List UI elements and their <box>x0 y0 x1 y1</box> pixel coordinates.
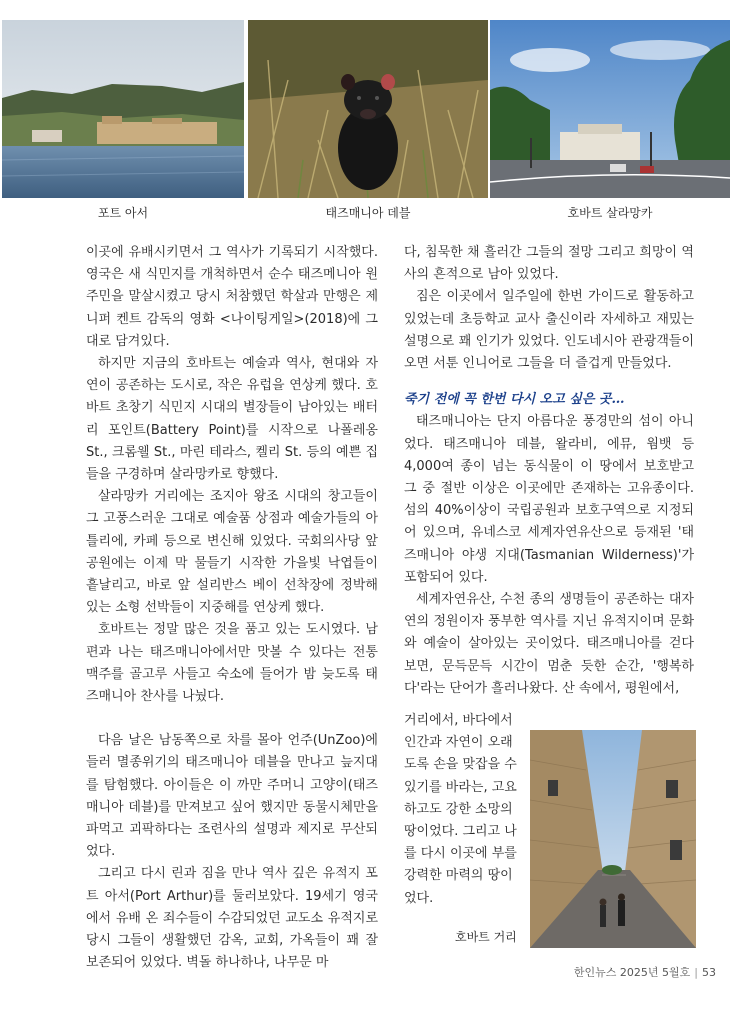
text-line: 인간과 자연이 오래 <box>404 735 513 751</box>
wrap-text <box>404 710 524 910</box>
text-line: 하고도 강한 소망의 <box>404 801 513 817</box>
paragraph: 세계자연유산, 수천 종의 생명들이 공존하는 대자연의 정원이자 풍부한 역사를 지닌 유적지이며 문화와 예술이 살아있는 곳이었다. 태즈매니아를 걷다 보면, 문득문득 시간이 멈춘 듯한 순간, '행복하다'라는 단어가 흘러나왔다. 산 속에서, 평원에서, <box>404 592 694 696</box>
port-arthur-photo <box>2 20 244 198</box>
photo-caption-port-arthur: 포트 아서 <box>97 206 149 220</box>
street-photo-caption: 호바트 거리 <box>455 930 517 944</box>
salamanca-photo <box>490 20 730 198</box>
text-line: 거리에서, 바다에서 <box>404 713 513 728</box>
publication-name: 한인뉴스 2025년 5월호 <box>573 966 691 979</box>
paragraph: 하지만 지금의 호바트는 예술과 역사, 현대와 자연이 공존하는 도시로, 작은 유럽을 연상케 했다. 호바트 초창기 식민지 시대의 별장들이 남아있는 배터리 포인트(Battery Point)를 시작으로 나폴레옹 St., 크롬웰 St., 마린 테라스, 켈리 St. 등의 예쁜 집들을 구경하며 살라망카로 향했다. <box>86 356 378 483</box>
tasmanian-devil-photo <box>248 20 488 198</box>
paragraph: 이곳에 유배시키면서 그 역사가 기록되기 시작했다. 영국은 새 식민지를 개척하면서 순수 태즈메니아 원주민을 말살시켰고 당시 처참했던 학살과 만행은 제니퍼 켄트 감독의 영화 <나이팅게일>(2018)에 그대로 담겨있다. <box>86 245 378 349</box>
text-line: 있기를 바라는, 고요 <box>404 779 517 795</box>
photo-caption-tasmanian-devil: 태즈매니아 데블 <box>325 206 411 220</box>
photo-caption-salamanca: 호바트 살라망카 <box>567 206 653 220</box>
right-column <box>404 242 694 700</box>
text-line: 강력한 마력의 땅이 <box>404 868 513 884</box>
paragraph: 다, 침묵한 채 흘러간 그들의 절망 그리고 희망이 역사의 흔적으로 남아 있었다. <box>404 245 694 283</box>
text-line: 었다. <box>404 890 434 906</box>
page-footer: 한인뉴스 2025년 5월호 | 53 <box>573 966 716 979</box>
paragraph: 호바트는 정말 많은 것을 품고 있는 도시였다. 남편과 나는 태즈매니아에서만 맛볼 수 있다는 전통 맥주를 골고루 사들고 숙소에 들어가 밤 늦도록 태즈매니아 찬사를 나눴다. <box>86 622 378 705</box>
paragraph: 태즈매니아는 단지 아름다운 풍경만의 섬이 아니었다. 태즈매니아 데블, 왈라비, 에뮤, 웜뱃 등 4,000여 종이 넘는 동식물이 이 땅에서 보호받고 그 중 절반 이상은 이곳에만 존재하는 고유종이다. 섬의 40%이상이 국립공원과 보호구역으로 지정되어 있으며, 유네스코 세계자연유산으로 등재된 '태즈매니아 야생 지대(Tasmanian Wilderness)'가 포함되어 있다. <box>404 414 694 585</box>
paragraph: 짐은 이곳에서 일주일에 한번 가이드로 활동하고 있었는데 초등학교 교사 출신이라 자세하고 재밌는 설명으로 꽤 인기가 있었다. 인도네시아 관광객들이 오면 서툰 인니어로 그들을 더 즐겁게 만들었다. <box>404 289 694 372</box>
paragraph: 다음 날은 남동쪽으로 차를 몰아 언주(UnZoo)에 들러 멸종위기의 태즈매니아 데블을 만나고 늪지대를 탐험했다. 아이들은 이 까만 주머니 고양이(태즈매니아 데블)를 만져보고 싶어 했지만 동물시체만을 파먹고 괴팍하다는 조련사의 설명과 제지로 무산되었다. <box>86 733 378 860</box>
paragraph: 그리고 다시 린과 짐을 만나 역사 깊은 유적지 포트 아서(Port Arthur)를 둘러보았다. 19세기 영국에서 유배 온 죄수들이 수감되었던 교도소 유적지로 당시 그들이 생활했던 감옥, 교회, 가옥들이 꽤 잘 보존되어 있었다. 벽돌 하나하나, 나무문 마 <box>86 866 378 971</box>
page-number: 53 <box>702 966 716 979</box>
text-line: 를 다시 이곳에 부를 <box>404 846 517 862</box>
section-heading: 죽기 전에 꼭 한번 다시 오고 싶은 곳… <box>404 392 625 408</box>
hobart-street-photo <box>530 730 696 948</box>
text-line: 땅이었다. 그리고 나 <box>404 824 517 840</box>
text-line: 도록 손을 맞잡을 수 <box>404 757 517 773</box>
left-column <box>86 242 378 975</box>
paragraph: 살라망카 거리에는 조지아 왕조 시대의 창고들이 그 고풍스러운 그대로 예술품 상점과 예술가들의 아틀리에, 카페 등으로 변신해 있었다. 국회의사당 앞 공원에는 이제 막 물들기 시작한 가을빛 낙엽들이 흩날리고, 바로 앞 설리반스 베이 선착장에 정박해 있는 소형 선박들이 지중해를 연상케 했다. <box>86 489 378 616</box>
